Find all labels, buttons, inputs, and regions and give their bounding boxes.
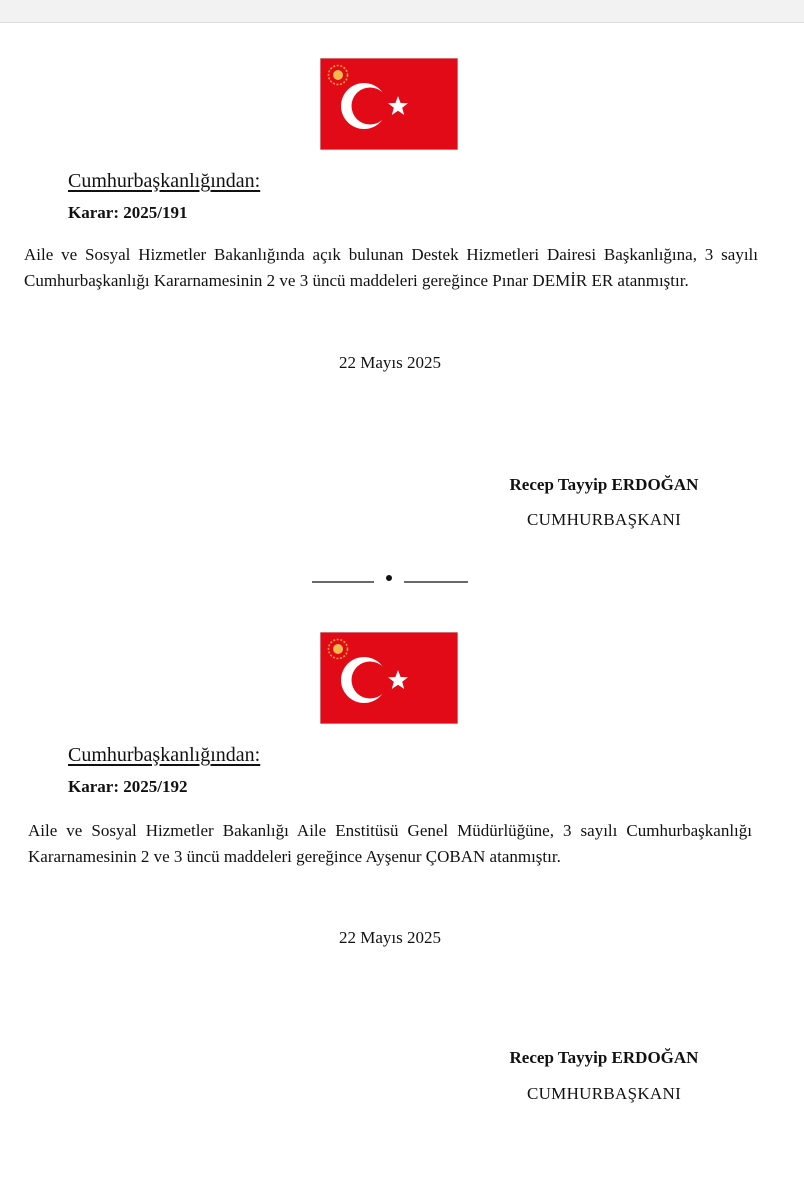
signer-title: CUMHURBAŞKANI — [526, 1084, 682, 1103]
decree-number: Karar: 2025/192 — [68, 777, 188, 796]
signer-name: Recep Tayyip ERDOĞAN — [509, 1048, 699, 1067]
top-bar — [0, 0, 804, 23]
section-separator — [312, 570, 470, 590]
decree-date: 22 Mayıs 2025 — [339, 353, 441, 372]
turkish-flag-icon — [320, 632, 458, 724]
decree-number: Karar: 2025/191 — [68, 203, 188, 222]
decree-date: 22 Mayıs 2025 — [339, 928, 441, 947]
institution-heading: Cumhurbaşkanlığından: — [68, 170, 261, 192]
signer-title: CUMHURBAŞKANI — [526, 510, 682, 529]
decree-body: Aile ve Sosyal Hizmetler Bakanlığı Aile Enstitüsü Genel Müdürlüğüne, 3 sayılı Cumhurbaşkanlığı Kararnamesinin 2 ve 3 üncü maddeleri gereğince Ayşenur ÇOBAN atanmıştır. — [28, 821, 752, 866]
decree-body: Aile ve Sosyal Hizmetler Bakanlığında açık bulunan Destek Hizmetleri Dairesi Başkanlığına, 3 sayılı Cumhurbaşkanlığı Kararnamesinin 2 ve 3 üncü maddeleri gereğince Pınar DEMİR ER atanmıştır. — [24, 245, 758, 290]
turkish-flag-icon — [320, 58, 458, 150]
institution-heading: Cumhurbaşkanlığından: — [68, 744, 261, 766]
signer-name: Recep Tayyip ERDOĞAN — [509, 475, 699, 494]
